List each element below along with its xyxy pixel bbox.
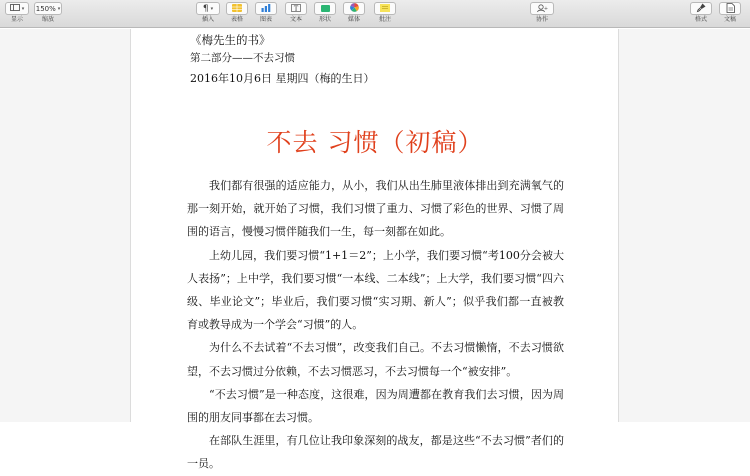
svg-text:T: T	[293, 4, 299, 12]
document-page[interactable]	[132, 29, 618, 471]
sidebar-view-icon	[10, 4, 20, 13]
paragraph: 上幼儿园，我们要习惯“1+1＝2”；上小学，我们要习惯“考100分会被大人表扬”；上中学，我们要习惯“一本线、二本线”；上大学，我们要习惯“四六级、毕业论文”；毕业后，我们要习惯“实习期、新人”；似乎我们都一直被教育或教导成为一个学会“习惯”的人。	[187, 248, 564, 332]
view-button[interactable]	[5, 2, 29, 15]
zoom-value: 150%	[35, 4, 56, 13]
comment-group[interactable]	[374, 2, 396, 24]
paragraph: 为什么不去试着“不去习惯”，改变我们自己。不去习惯懒惰，不去习惯欲望，不去习惯过分依赖，不去习惯恶习，不去习惯每一个“被安排”。	[187, 341, 564, 378]
chart-button[interactable]	[255, 2, 277, 15]
shape-icon	[321, 5, 330, 12]
format-group[interactable]	[690, 2, 712, 24]
format-label: 格式	[694, 16, 707, 23]
zoom-label: 缩放	[41, 16, 54, 23]
canvas-right-margin	[618, 29, 750, 422]
table-button[interactable]	[226, 2, 248, 15]
format-button[interactable]	[690, 2, 712, 15]
comment-button[interactable]	[374, 2, 396, 15]
section-heading: 第二部分——不去习惯	[190, 52, 295, 64]
paintbrush-icon	[697, 3, 706, 14]
insert-group[interactable]	[196, 2, 220, 24]
document-button[interactable]	[719, 2, 741, 15]
zoom-select[interactable]	[34, 2, 62, 15]
toolbar	[0, 0, 750, 28]
collaborate-label: 协作	[535, 16, 548, 23]
table-label: 表格	[230, 16, 243, 23]
svg-text:+: +	[543, 5, 548, 12]
media-label: 媒体	[347, 16, 360, 23]
shape-label: 形状	[318, 16, 331, 23]
book-title: 《梅先生的书》	[190, 33, 271, 47]
chevron-down-icon: ▾	[21, 5, 25, 12]
view-label: 显示	[10, 16, 23, 23]
paragraph-icon: ¶	[202, 3, 209, 14]
collaborate-button[interactable]	[530, 2, 554, 15]
bar-chart-icon	[261, 4, 271, 14]
paragraph: “不去习惯”是一种态度，这很难，因为周遭都在教育我们去习惯，因为周围的朋友同事都在去习惯。	[187, 387, 564, 425]
chevron-down-icon: ▾	[210, 5, 214, 12]
chevron-down-icon: ▾	[57, 5, 61, 12]
document-group[interactable]	[719, 2, 741, 24]
insert-label: 插入	[201, 16, 214, 23]
document-body[interactable]	[187, 174, 564, 476]
text-label: 文本	[289, 16, 302, 23]
media-button[interactable]	[343, 2, 365, 15]
collaborate-group[interactable]	[530, 2, 554, 24]
text-group[interactable]	[285, 2, 307, 24]
table-icon	[232, 4, 242, 14]
media-icon	[350, 3, 359, 14]
date-line: 2016年10月6日 星期四（梅的生日）	[190, 72, 375, 85]
media-group[interactable]	[343, 2, 365, 24]
collaborate-icon	[537, 4, 548, 14]
paragraph: 我们都有很强的适应能力，从小，我们从出生肺里液体排出到充满氧气的那一刻开始，就开始了习惯，我们习惯了重力、习惯了彩色的世界、习惯了周围的语言，慢慢习惯伴随我们一生，每一刻都在如此。	[187, 179, 564, 239]
document-title: 不去 习惯（初稿）	[266, 128, 484, 157]
view-group[interactable]	[5, 2, 29, 24]
chart-label: 图表	[259, 16, 272, 23]
document-icon	[726, 3, 735, 15]
text-button[interactable]	[285, 2, 307, 15]
table-group[interactable]	[226, 2, 248, 24]
chart-group[interactable]	[255, 2, 277, 24]
canvas-left-margin	[0, 29, 131, 422]
insert-button[interactable]	[196, 2, 220, 15]
shape-button[interactable]	[314, 2, 336, 15]
zoom-group[interactable]	[34, 2, 62, 24]
shape-group[interactable]	[314, 2, 336, 24]
document-label: 文稿	[723, 16, 736, 23]
text-box-icon	[291, 4, 301, 14]
comment-label: 批注	[378, 16, 391, 23]
comment-icon	[380, 4, 390, 14]
paragraph: 在部队生涯里，有几位让我印象深刻的战友，都是这些“不去习惯”者们的一员。	[187, 434, 564, 471]
